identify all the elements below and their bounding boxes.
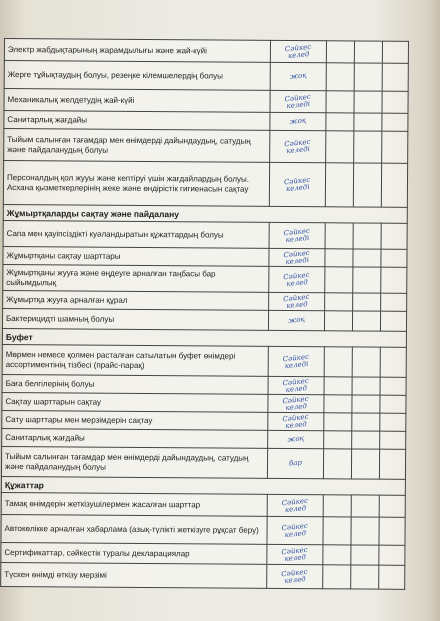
checklist-body <box>1 39 409 590</box>
requirement-text: Персоналдың қол жууы және кептіруі үшін жағдайлардың болуы. Асхана қызметкерлерінің жеке және өндірістік гигиенасын сақтау <box>3 161 269 207</box>
handwritten-assessment: Сәйкес келед <box>282 376 310 394</box>
requirement-text: Мөрмен немесе қолмен расталған сатылатын буфет өнімдері ассортиментінің тізбесі (прайс-парақ) <box>2 344 268 376</box>
assessment-cell <box>268 412 324 430</box>
section-title: Буфет <box>2 328 406 347</box>
handwritten-assessment: Сәйкес келед <box>281 412 309 430</box>
checklist-row <box>1 446 405 479</box>
empty-cell <box>379 449 405 479</box>
checklist-row <box>4 61 408 92</box>
checklist-row <box>4 39 408 64</box>
assessment-cell <box>268 346 324 376</box>
checklist-row <box>4 89 408 114</box>
handwritten-assessment: жоқ <box>287 434 305 444</box>
empty-cell <box>352 413 380 431</box>
empty-cell <box>380 311 406 331</box>
empty-cell <box>382 131 408 163</box>
empty-cell <box>325 163 353 207</box>
requirement-text: Түскен өнімді өткізу мерзімі <box>1 562 267 588</box>
empty-cell <box>354 41 382 63</box>
requirement-text: Жұмыртқа жууға арналған құрал <box>3 290 269 310</box>
assessment-cell <box>267 544 323 564</box>
empty-cell <box>379 565 405 589</box>
handwritten-assessment: Сәйкес келед <box>281 545 308 563</box>
checklist-row <box>2 308 406 331</box>
checklist-row <box>3 161 407 208</box>
empty-cell <box>323 449 351 479</box>
empty-cell <box>351 449 379 479</box>
requirement-text: Автокөлікке арналған хабарлама (азық-түлікті жеткізуге рұқсат беру) <box>1 514 267 544</box>
empty-cell <box>353 223 381 249</box>
empty-cell <box>381 223 407 249</box>
inspection-checklist <box>0 38 408 601</box>
empty-cell <box>354 91 382 113</box>
handwritten-assessment: Сәйкес келед <box>281 496 309 514</box>
empty-cell <box>351 565 379 589</box>
empty-cell <box>352 395 380 413</box>
requirement-text: Жұмыртқаны сақтау шарттары <box>3 246 269 266</box>
empty-cell <box>352 431 380 449</box>
handwritten-assessment: Сәйкес келед <box>282 394 310 412</box>
handwritten-assessment: Сәйкес келеді <box>282 352 310 370</box>
empty-cell <box>324 395 352 413</box>
empty-cell <box>380 431 406 449</box>
empty-cell <box>323 495 351 517</box>
handwritten-assessment: жоқ <box>287 315 306 325</box>
assessment-cell <box>268 430 324 448</box>
empty-cell <box>379 495 405 517</box>
empty-cell <box>325 267 353 293</box>
empty-cell <box>325 249 353 267</box>
empty-cell <box>353 249 381 267</box>
checklist-row <box>1 492 405 517</box>
empty-cell <box>380 377 406 395</box>
checklist-row <box>2 344 406 377</box>
empty-cell <box>382 113 408 131</box>
empty-cell <box>381 249 407 267</box>
handwritten-assessment: Сәйкес келеді <box>284 92 312 110</box>
section-title: Жұмыртқаларды сақтау және пайдалану <box>3 204 407 223</box>
empty-cell <box>326 91 354 113</box>
requirement-text: Бактерицидті шамның болуы <box>2 308 268 330</box>
handwritten-assessment: Сәйкес келед <box>284 42 312 60</box>
assessment-cell <box>267 448 323 478</box>
requirement-text: Электр жабдықтарының жарамдылығы және жай-күйі <box>4 39 270 63</box>
assessment-cell <box>269 292 325 310</box>
empty-cell <box>352 311 380 331</box>
handwritten-assessment: Сәйкес келеді <box>283 175 311 193</box>
empty-cell <box>381 163 407 207</box>
empty-cell <box>354 63 382 91</box>
empty-cell <box>352 347 380 377</box>
empty-cell <box>353 163 381 207</box>
requirement-text: Тамақ өнімдерін жеткізушілермен жасалған шарттар <box>1 492 267 516</box>
handwritten-assessment: Сәйкес келед <box>281 521 309 539</box>
checklist-row <box>3 220 407 249</box>
empty-cell <box>381 293 407 311</box>
empty-cell <box>323 565 351 589</box>
checklist-row <box>1 562 405 589</box>
empty-cell <box>380 413 406 431</box>
requirement-text: Сақтау шарттарын сақтау <box>2 392 268 412</box>
empty-cell <box>380 395 406 413</box>
assessment-cell <box>270 62 326 90</box>
empty-cell <box>352 377 380 395</box>
assessment-cell <box>270 130 326 162</box>
requirement-text: Механикалық желдетудің жай-күйі <box>4 89 270 113</box>
empty-cell <box>326 41 354 63</box>
checklist-row <box>3 264 407 293</box>
empty-cell <box>382 63 408 91</box>
page-top-margin <box>0 0 440 38</box>
requirement-text: Баға белгілерінің болуы <box>2 374 268 394</box>
assessment-cell <box>268 376 324 394</box>
assessment-cell <box>268 310 324 330</box>
empty-cell <box>353 267 381 293</box>
assessment-cell <box>267 494 323 516</box>
requirement-text: Жерге тұйықтаудың болуы, резеңке кілемшелердің болуы <box>4 61 270 91</box>
assessment-cell <box>268 394 324 412</box>
empty-cell <box>351 545 379 565</box>
empty-cell <box>379 517 405 545</box>
empty-cell <box>324 311 352 331</box>
handwritten-assessment: Сәйкес келеді <box>283 137 311 155</box>
requirement-text: Сапа мен қауіпсіздікті куәландыратын құжаттардың болуы <box>3 220 269 248</box>
handwritten-assessment: Сәйкес келеді <box>283 248 311 266</box>
handwritten-assessment: Сәйкес келед <box>282 292 310 310</box>
handwritten-assessment: жоқ <box>289 116 307 126</box>
empty-cell <box>324 377 352 395</box>
assessment-cell <box>267 516 323 544</box>
requirement-text: Тыйым салынған тағамдар мен өнімдерді дайындаудың, сатудың және пайдаланудың болуы <box>1 446 267 478</box>
empty-cell <box>326 63 354 91</box>
assessment-cell <box>269 162 325 206</box>
checklist-table <box>0 38 409 590</box>
empty-cell <box>379 545 405 565</box>
checklist-row <box>1 542 405 565</box>
empty-cell <box>323 545 351 565</box>
requirement-text: Сертификаттар, сәйкестік туралы декларациялар <box>1 542 267 564</box>
empty-cell <box>381 267 407 293</box>
assessment-cell <box>269 222 325 248</box>
assessment-cell <box>269 248 325 266</box>
empty-cell <box>326 131 354 163</box>
requirement-text: Санитарлық жағдайы <box>4 111 270 131</box>
empty-cell <box>351 517 379 545</box>
handwritten-assessment: Сәйкес келеді <box>283 226 311 244</box>
empty-cell <box>324 431 352 449</box>
empty-cell <box>382 91 408 113</box>
handwritten-assessment: Сәйкес келед <box>280 567 308 585</box>
requirement-text: Тыйым салынған тағамдар мен өнімдерді дайындаудың, сатудың және пайдаланудың болуы <box>4 129 270 163</box>
checklist-row <box>4 129 408 164</box>
empty-cell <box>354 113 382 131</box>
checklist-row <box>1 514 405 545</box>
assessment-cell <box>270 112 326 130</box>
assessment-cell <box>267 564 323 588</box>
section-title: Құжаттар <box>1 476 405 495</box>
empty-cell <box>324 347 352 377</box>
empty-cell <box>323 517 351 545</box>
handwritten-assessment: Сәйкес келед <box>282 270 310 288</box>
empty-cell <box>325 293 353 311</box>
requirement-text: Сату шарттары мен мерзімдерін сақтау <box>2 410 268 430</box>
empty-cell <box>353 293 381 311</box>
empty-cell <box>325 223 353 249</box>
assessment-cell <box>270 90 326 112</box>
empty-cell <box>324 413 352 431</box>
assessment-cell <box>270 40 326 62</box>
empty-cell <box>351 495 379 517</box>
requirement-text: Жұмыртқаны жууға және өңдеуге арналған таңбасы бар сыйымдылық <box>3 264 269 292</box>
handwritten-assessment: бар <box>288 458 303 468</box>
empty-cell <box>354 131 382 163</box>
empty-cell <box>326 113 354 131</box>
empty-cell <box>380 347 406 377</box>
handwritten-assessment: жоқ <box>289 71 307 81</box>
empty-cell <box>382 41 408 63</box>
requirement-text: Санитарлық жағдайы <box>2 428 268 448</box>
assessment-cell <box>269 266 325 292</box>
